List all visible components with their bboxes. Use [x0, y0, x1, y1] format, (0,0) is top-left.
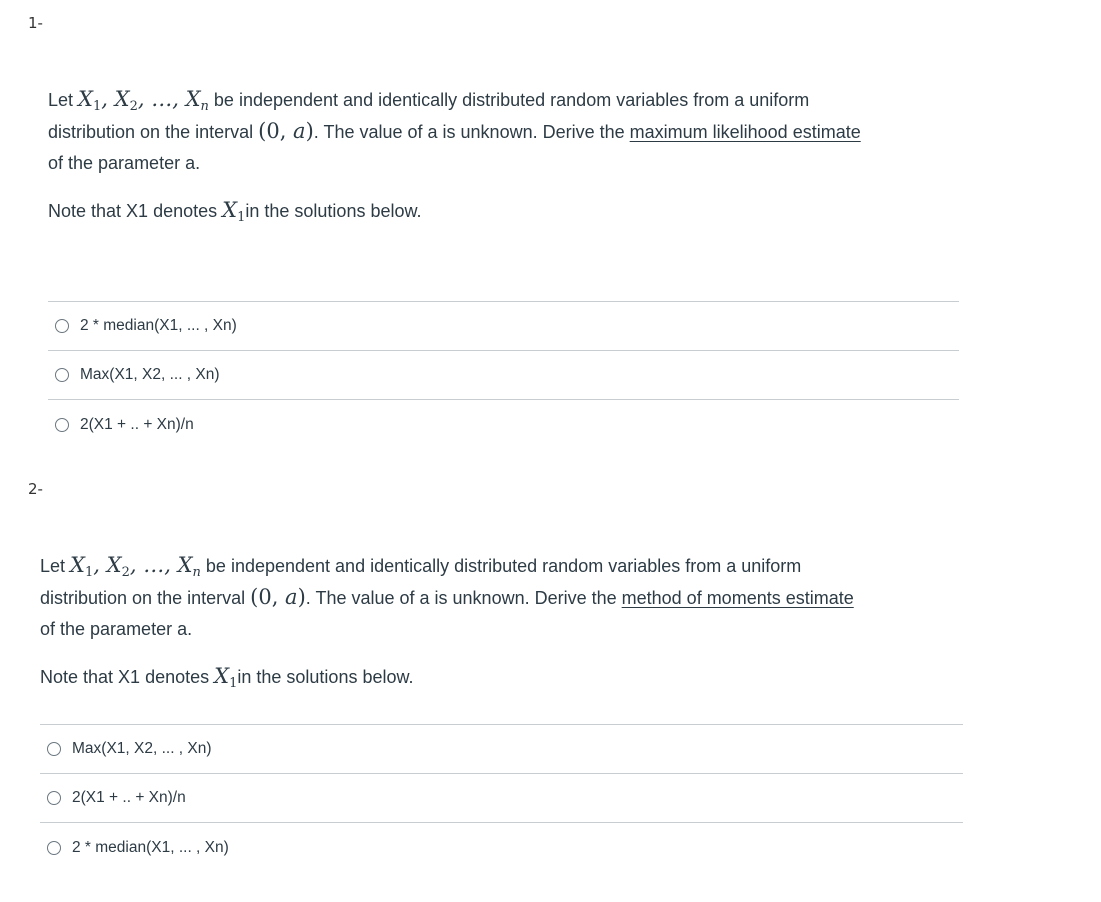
- text-part-3: . The value of a is unknown. Derive the: [305, 588, 617, 608]
- note-prefix: Note that X1 denotes: [40, 667, 210, 687]
- x1-symbol-math: $X_1$: [214, 664, 238, 691]
- answer-list: [48, 301, 959, 449]
- answer-label: 2 * median(X1, ... , Xn): [72, 838, 229, 856]
- let-word: Let: [40, 556, 66, 576]
- radio-button[interactable]: [55, 319, 69, 333]
- radio-button[interactable]: [55, 418, 69, 432]
- answer-label: 2(X1 + .. + Xn)/n: [72, 789, 186, 806]
- answer-option[interactable]: [48, 351, 959, 400]
- text-part-4: of the parameter a.: [40, 619, 193, 639]
- text-part-4: of the parameter a.: [48, 153, 201, 173]
- radio-button[interactable]: [47, 841, 61, 855]
- answer-label: Max(X1, X2, ... , Xn): [72, 740, 212, 757]
- answer-label: Max(X1, X2, ... , Xn): [80, 366, 220, 383]
- radio-button[interactable]: [47, 791, 61, 805]
- text-part-2: distribution on the interval: [40, 588, 246, 608]
- answer-option[interactable]: [40, 823, 963, 872]
- answer-option[interactable]: [48, 400, 959, 449]
- text-part-3: . The value of a is unknown. Derive the: [313, 122, 625, 142]
- question-text: [48, 84, 988, 227]
- text-part-2: distribution on the interval: [48, 122, 254, 142]
- answer-option[interactable]: [40, 774, 963, 823]
- text-part-1: be independent and identically distributed random variables from a uniform: [213, 90, 810, 110]
- random-variables-math: $X_1$, $X_2$, …, $X_n$: [70, 553, 201, 580]
- answer-option[interactable]: [48, 302, 959, 351]
- question-number: 2-: [28, 480, 43, 498]
- note-prefix: Note that X1 denotes: [48, 201, 218, 221]
- question-number: 1-: [28, 14, 43, 32]
- text-part-1: be independent and identically distributed random variables from a uniform: [205, 556, 802, 576]
- interval-math: (0, a): [250, 585, 306, 609]
- question-2: [40, 550, 990, 693]
- method-of-moments-link[interactable]: method of moments estimate: [621, 588, 854, 608]
- radio-button[interactable]: [55, 368, 69, 382]
- answer-label: 2(X1 + .. + Xn)/n: [80, 415, 194, 433]
- let-word: Let: [48, 90, 74, 110]
- answer-label: 2 * median(X1, ... , Xn): [80, 317, 237, 334]
- maximum-likelihood-link[interactable]: maximum likelihood estimate: [629, 122, 861, 142]
- note-suffix: in the solutions below.: [245, 201, 422, 221]
- note-suffix: in the solutions below.: [237, 667, 414, 687]
- interval-math: (0, a): [258, 119, 314, 143]
- x1-symbol-math: $X_1$: [222, 198, 246, 225]
- radio-button[interactable]: [47, 742, 61, 756]
- answer-option[interactable]: [40, 725, 963, 774]
- question-1: [48, 84, 988, 227]
- random-variables-math: $X_1$, $X_2$, …, $X_n$: [78, 87, 209, 114]
- answer-list: [40, 724, 963, 872]
- question-text: [40, 550, 990, 693]
